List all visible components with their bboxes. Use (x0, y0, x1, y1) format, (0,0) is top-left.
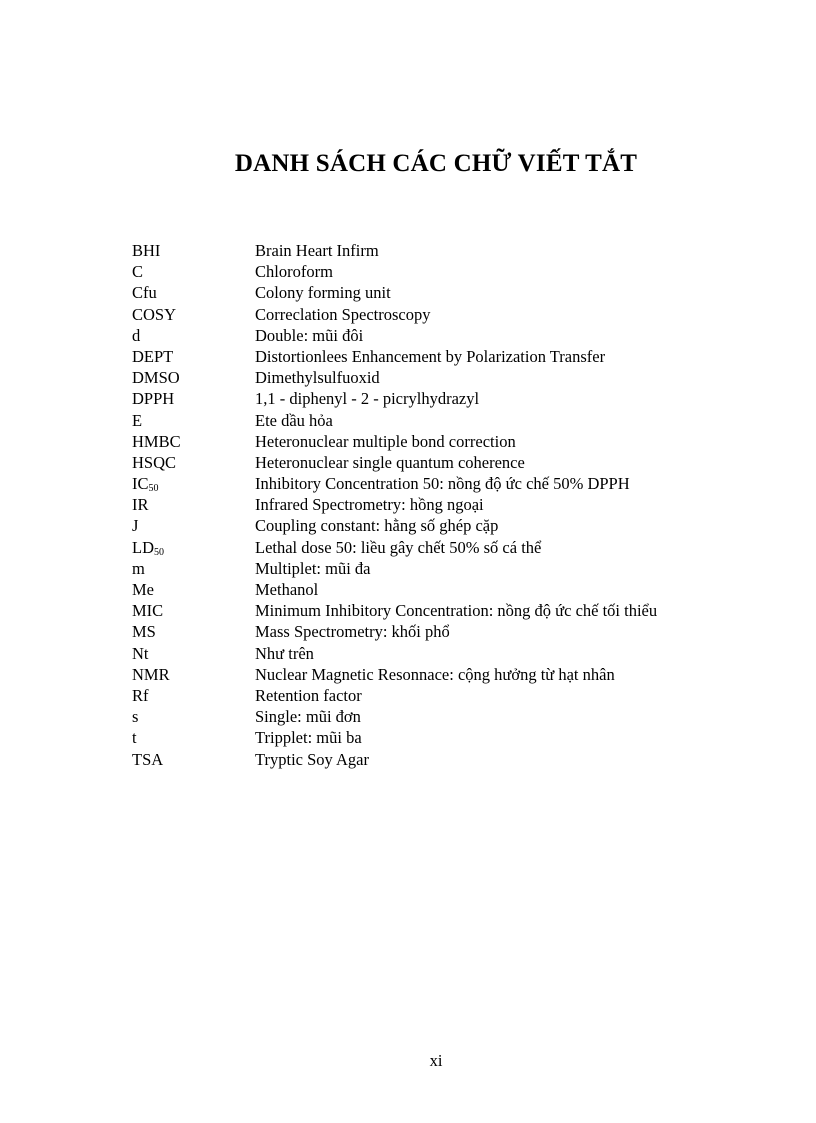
abbreviation-term (132, 664, 170, 685)
abbreviation-row (132, 749, 752, 770)
abbreviation-term (132, 410, 142, 431)
abbreviation-row (132, 537, 752, 558)
abbreviation-term (132, 325, 140, 346)
abbreviation-term (132, 749, 163, 770)
abbreviation-term-text: s (132, 707, 139, 727)
abbreviation-row (132, 304, 752, 325)
abbreviation-term-text: HSQC (132, 452, 177, 472)
abbreviation-definition: Colony forming unit (255, 283, 391, 303)
abbreviation-term-text: MIC (132, 601, 164, 621)
abbreviation-definition: Distortionlees Enhancement by Polarization Transfer (255, 346, 606, 366)
abbreviation-term-subscript: 50 (154, 546, 164, 558)
abbreviation-definition: Ete dầu hỏa (255, 410, 333, 430)
abbreviation-row (132, 600, 752, 621)
abbreviation-definition: Methanol (255, 580, 319, 599)
abbreviation-term-text: Rf (132, 685, 149, 705)
abbreviation-row (132, 685, 752, 706)
abbreviation-row (132, 367, 752, 388)
abbreviation-definition: Retention factor (255, 685, 362, 705)
abbreviation-definition: Single: mũi đơn (255, 707, 361, 727)
abbreviation-definition: 1,1 - diphenyl - 2 - picrylhydrazyl (255, 389, 480, 409)
abbreviation-term-text: Me (132, 580, 154, 599)
abbreviation-term (132, 515, 138, 536)
abbreviation-row (132, 431, 752, 452)
abbreviation-term-text: DMSO (132, 368, 180, 388)
abbreviation-term (132, 304, 176, 325)
abbreviation-definition: Chloroform (255, 262, 333, 282)
abbreviation-term-text: C (132, 262, 144, 282)
abbreviation-term (132, 600, 163, 621)
abbreviation-row (132, 240, 752, 261)
abbreviation-term (132, 537, 164, 558)
abbreviation-term (132, 579, 154, 600)
abbreviation-term (132, 346, 173, 367)
abbreviation-definition: Như trên (255, 643, 314, 663)
abbreviation-definition: Double: mũi đôi (255, 325, 364, 345)
abbreviation-term (132, 473, 159, 494)
abbreviation-row (132, 410, 752, 431)
abbreviation-row (132, 473, 752, 494)
abbreviation-term (132, 558, 145, 579)
page-number: xi (429, 1051, 443, 1070)
abbreviation-row (132, 282, 752, 303)
abbreviation-definition: Lethal dose 50: liều gây chết 50% số cá thể (255, 537, 542, 557)
abbreviation-definition: Tryptic Soy Agar (255, 749, 369, 769)
abbreviation-definition: Infrared Spectrometry: hồng ngoại (255, 495, 484, 515)
abbreviation-term-text: J (132, 516, 139, 536)
abbreviation-term (132, 431, 181, 452)
abbreviation-row (132, 452, 752, 473)
abbreviation-term (132, 685, 149, 706)
abbreviation-term-text: m (132, 558, 145, 578)
abbreviation-term (132, 367, 180, 388)
abbreviation-definition: Dimethylsulfuoxid (255, 368, 380, 388)
abbreviation-definition: Tripplet: mũi ba (255, 728, 362, 748)
abbreviation-term (132, 494, 149, 515)
abbreviation-row (132, 664, 752, 685)
abbreviation-term-text: d (132, 325, 141, 345)
abbreviation-term-text: IR (132, 495, 149, 515)
abbreviation-term-subscript: 50 (148, 483, 159, 495)
abbreviation-definition: Brain Heart Infirm (255, 241, 379, 260)
abbreviation-definition: Inhibitory Concentration 50: nồng độ ức chế 50% DPPH (255, 474, 630, 494)
abbreviation-term (132, 706, 138, 727)
abbreviation-term (132, 643, 149, 664)
abbreviation-definition: Correclation Spectroscopy (255, 304, 431, 324)
abbreviation-definition: Mass Spectrometry: khối phổ (255, 622, 450, 642)
abbreviation-definition: Multiplet: mũi đa (255, 558, 371, 578)
abbreviation-term-text: Cfu (132, 283, 157, 303)
abbreviation-term (132, 452, 176, 473)
abbreviation-row (132, 346, 752, 367)
abbreviation-definition: Heteronuclear multiple bond correction (255, 431, 516, 451)
abbreviation-row (132, 643, 752, 664)
abbreviation-term (132, 621, 156, 642)
abbreviation-term-text: BHI (132, 241, 161, 260)
abbreviation-term-text: IC (132, 474, 149, 494)
abbreviation-row (132, 494, 752, 515)
abbreviation-term-text: Nt (132, 643, 149, 663)
abbreviation-term-text: HMBC (132, 431, 181, 451)
abbreviation-term-text: t (132, 728, 137, 748)
abbreviation-term (132, 261, 143, 282)
abbreviation-term-text: E (132, 410, 143, 430)
abbreviation-row (132, 706, 752, 727)
abbreviation-term-text: MS (132, 622, 156, 642)
abbreviation-term-text: TSA (132, 749, 164, 769)
abbreviation-row (132, 621, 752, 642)
abbreviation-row (132, 388, 752, 409)
abbreviation-term-text: LD (132, 537, 154, 557)
abbreviation-term-text: NMR (132, 664, 170, 684)
abbreviation-term (132, 240, 160, 261)
abbreviation-row (132, 579, 752, 600)
page-title: DANH SÁCH CÁC CHỮ VIẾT TẮT (234, 150, 638, 177)
abbreviation-term (132, 388, 174, 409)
abbreviation-row (132, 515, 752, 536)
abbreviation-term (132, 727, 137, 748)
abbreviation-term-text: DPPH (132, 389, 175, 409)
abbreviation-definition: Coupling constant: hằng số ghép cặp (255, 516, 499, 536)
abbreviation-definition: Heteronuclear single quantum coherence (255, 452, 525, 472)
abbreviation-term-text: DEPT (132, 346, 174, 366)
abbreviation-definition: Nuclear Magnetic Resonnace: cộng hưởng từ hạt nhân (255, 664, 615, 684)
abbreviation-term (132, 282, 157, 303)
abbreviation-row (132, 325, 752, 346)
abbreviation-row (132, 727, 752, 748)
abbreviation-term-text: COSY (132, 304, 177, 324)
abbreviation-list (132, 240, 752, 770)
abbreviation-row (132, 261, 752, 282)
abbreviation-row (132, 558, 752, 579)
abbreviation-definition: Minimum Inhibitory Concentration: nồng độ ức chế tối thiểu (255, 601, 658, 621)
